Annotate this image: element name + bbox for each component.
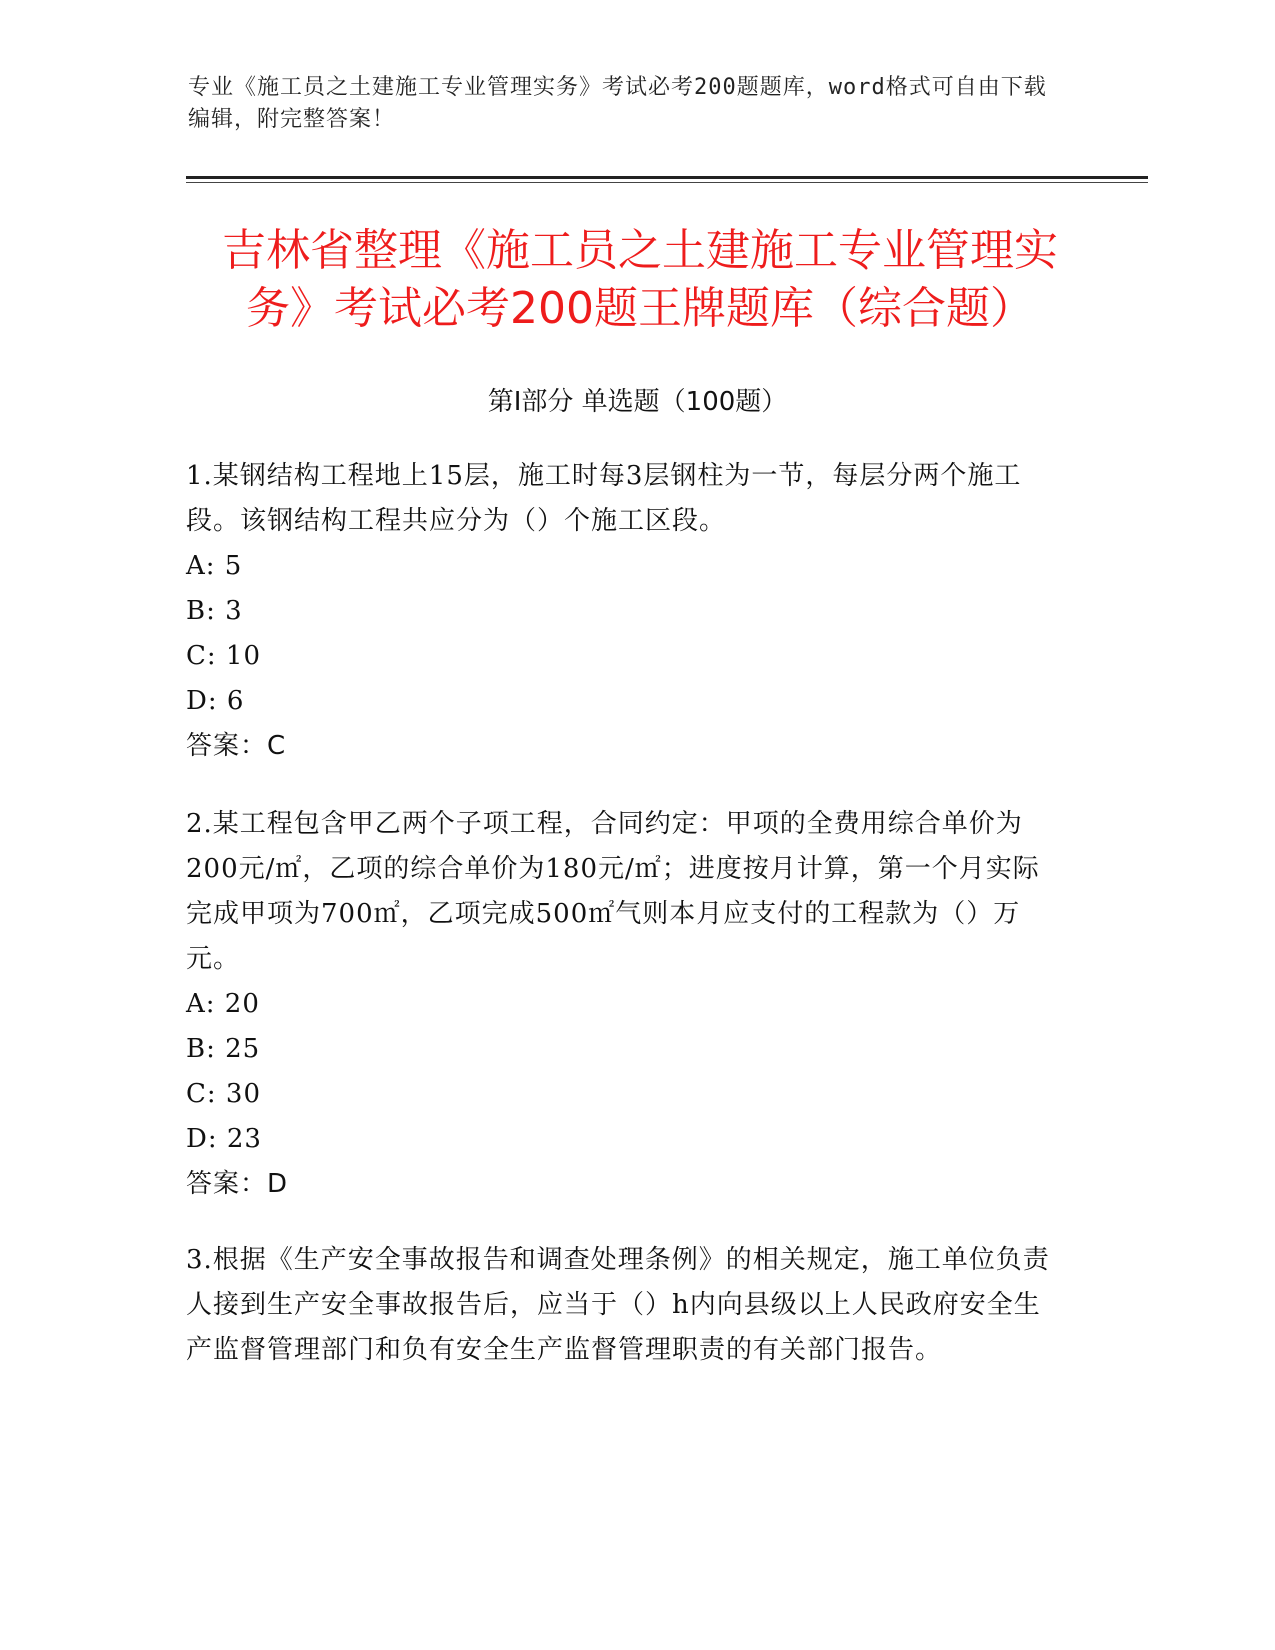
question-stem: 2.某工程包含甲乙两个子项工程，合同约定：甲项的全费用综合单价为200元/㎡，乙项的综合单价为180元/㎡；进度按月计算，第一个月实际完成甲项为700㎡，乙项完成500㎡气则本月应支付的工程款为（）万元。 [186, 809, 1040, 974]
section-title: 第Ⅰ部分 单选题（100题） [487, 387, 788, 417]
question-2 [186, 802, 1066, 1207]
header-divider-thin [186, 182, 1148, 183]
option-d: D: 23 [186, 1124, 262, 1154]
option-c: C: 10 [186, 641, 262, 671]
question-1 [186, 454, 1066, 769]
answer-line: 答案：C [186, 731, 287, 761]
option-a: A: 20 [186, 989, 260, 1019]
option-d: D: 6 [186, 686, 245, 716]
option-c: C: 30 [186, 1079, 262, 1109]
document-title: 吉林省整理《施工员之土建施工专业管理实务》考试必考200题王牌题库（综合题） [222, 225, 1058, 334]
question-3 [186, 1238, 1066, 1373]
question-stem: 1.某钢结构工程地上15层，施工时每3层钢柱为一节，每层分两个施工段。该钢结构工程共应分为（）个施工区段。 [186, 461, 1022, 536]
header-note: 专业《施工员之土建施工专业管理实务》考试必考200题题库，word格式可自由下载编辑，附完整答案！ [188, 75, 1047, 132]
header-divider-thick [186, 176, 1148, 179]
option-b: B: 25 [186, 1034, 261, 1064]
option-b: B: 3 [186, 596, 243, 626]
answer-line: 答案：D [186, 1169, 289, 1199]
option-a: A: 5 [186, 551, 243, 581]
question-stem: 3.根据《生产安全事故报告和调查处理条例》的相关规定，施工单位负责人接到生产安全事故报告后，应当于（）h内向县级以上人民政府安全生产监督管理部门和负有安全生产监督管理职责的有关部门报告。 [186, 1245, 1050, 1365]
